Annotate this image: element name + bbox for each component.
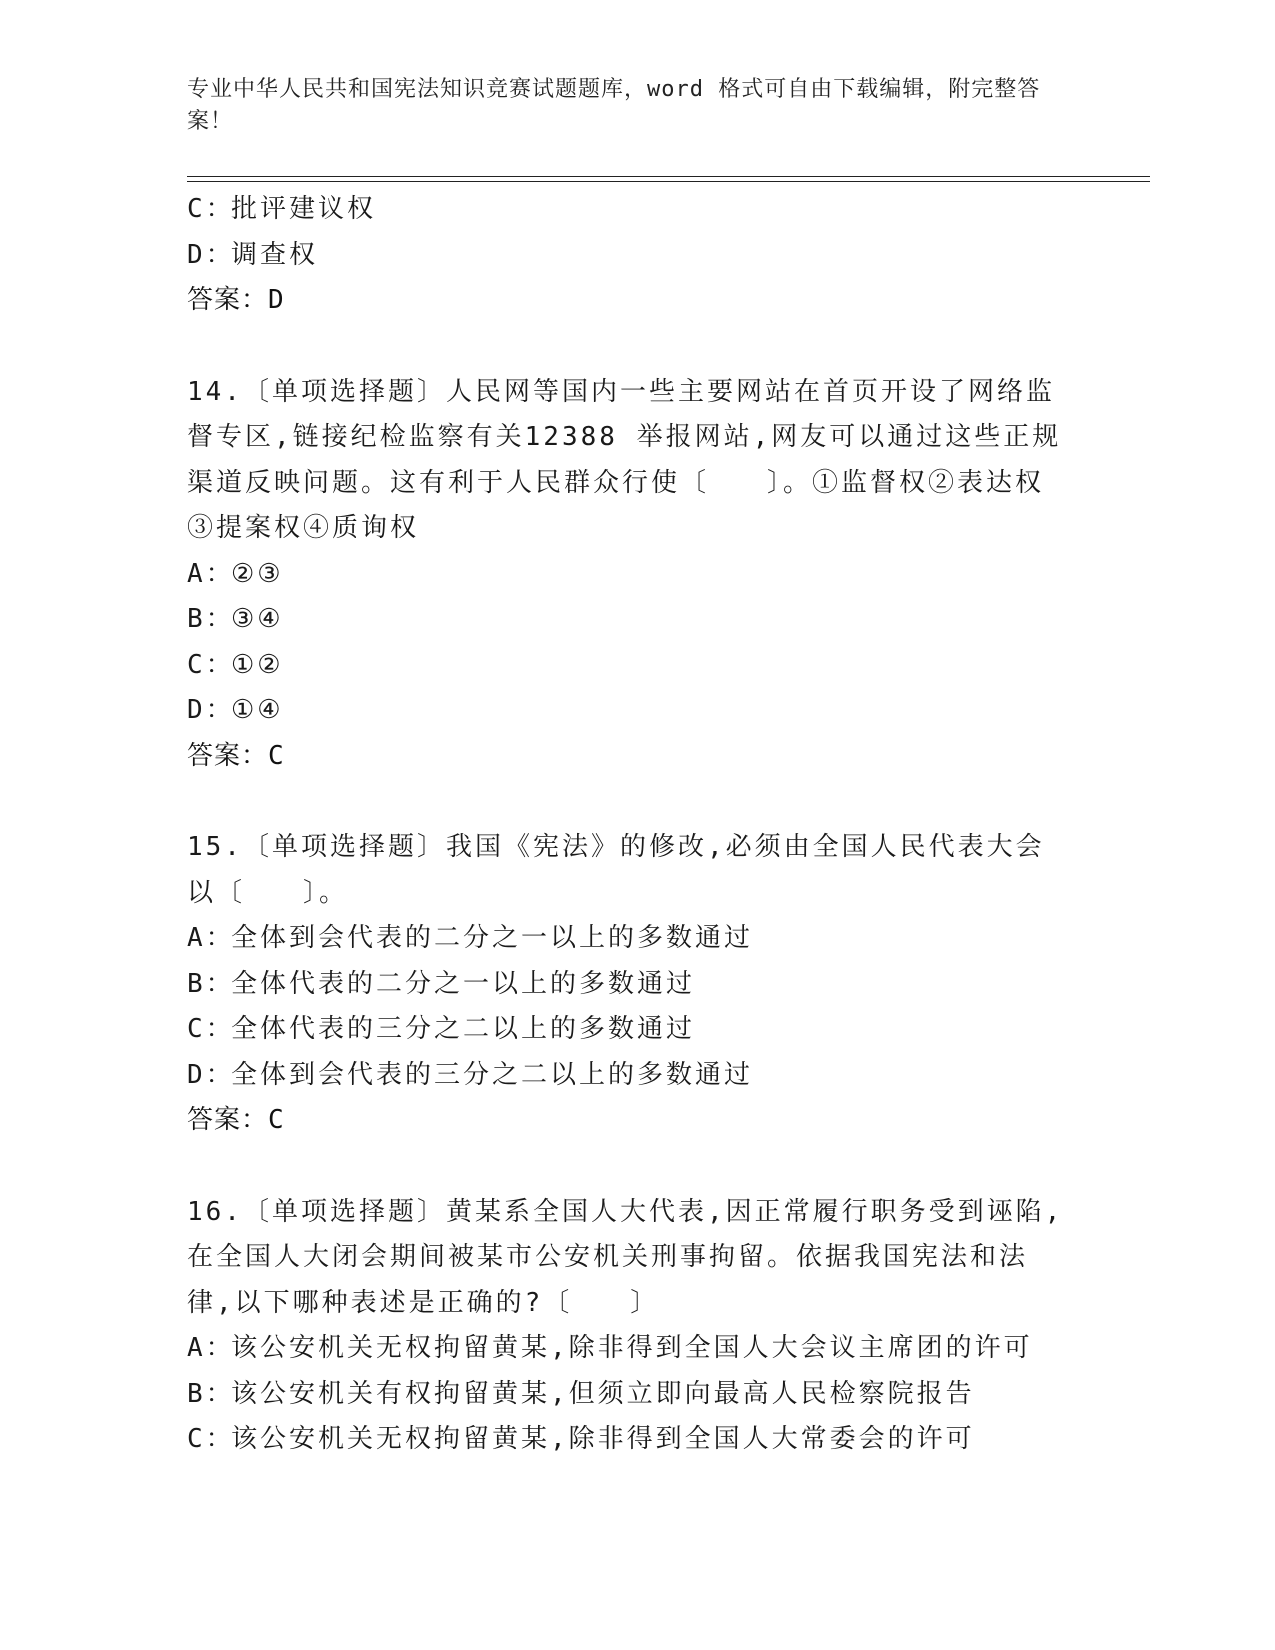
option-a	[187, 552, 1067, 598]
option-key: C：	[187, 649, 235, 680]
header-divider-bottom	[187, 181, 1150, 182]
question-stem: 14.〔单项选择题〕人民网等国内一些主要网站在首页开设了网络监督专区,链接纪检监察有关12388 举报网站,网友可以通过这些正规渠道反映问题。这有利于人民群众行使〔 〕。①监督权②表达权③提案权④质询权	[187, 376, 1062, 543]
option-text: 批评建议权	[231, 194, 377, 224]
question-16	[187, 1190, 1067, 1463]
option-text: ②③	[231, 558, 284, 589]
option-text: 全体到会代表的二分之一以上的多数通过	[231, 923, 754, 953]
option-text: 全体代表的三分之二以上的多数通过	[231, 1014, 696, 1044]
option-key: C：	[187, 1014, 235, 1044]
option-text: 全体到会代表的三分之二以上的多数通过	[231, 1059, 754, 1090]
question-stem: 15.〔单项选择题〕我国《宪法》的修改,必须由全国人民代表大会以〔 〕。	[187, 832, 1045, 908]
option-key: C：	[187, 1424, 235, 1454]
option-text: ③④	[231, 604, 284, 634]
option-key: A：	[187, 1333, 235, 1363]
spacer	[187, 324, 1067, 370]
question-13-continuation	[187, 187, 1067, 324]
option-key: B：	[187, 1378, 235, 1409]
option-key: B：	[187, 968, 235, 999]
option-key: D：	[187, 695, 235, 725]
option-text: 该公安机关无权拘留黄某,除非得到全国人大会议主席团的许可	[231, 1333, 1033, 1363]
option-c	[187, 1417, 1067, 1463]
header-divider-top	[187, 176, 1150, 177]
option-c	[187, 1007, 1067, 1053]
answer-line: 答案：C	[187, 740, 285, 771]
option-key: B：	[187, 604, 235, 634]
spacer	[187, 779, 1067, 825]
option-text: 该公安机关无权拘留黄某,除非得到全国人大常委会的许可	[231, 1424, 975, 1454]
option-b	[187, 1372, 1067, 1418]
option-text: 调查权	[231, 239, 319, 270]
question-15	[187, 825, 1067, 1144]
option-d	[187, 1053, 1067, 1099]
option-key: A：	[187, 923, 235, 953]
option-b	[187, 597, 1067, 643]
question-stem: 16.〔单项选择题〕黄某系全国人大代表,因正常履行职务受到诬陷,在全国人大闭会期间被某市公安机关刑事拘留。依据我国宪法和法律,以下哪种表述是正确的?〔 〕	[187, 1196, 1064, 1318]
question-14	[187, 370, 1067, 780]
document-body	[187, 187, 1067, 1463]
option-text: 该公安机关有权拘留黄某,但须立即向最高人民检察院报告	[231, 1378, 975, 1409]
page-header: 专业中华人民共和国宪法知识竞赛试题题库，word 格式可自由下载编辑，附完整答案！	[187, 77, 1041, 134]
option-c	[187, 187, 1067, 233]
option-c	[187, 643, 1067, 689]
option-key: D：	[187, 239, 235, 270]
spacer	[187, 1144, 1067, 1190]
option-key: D：	[187, 1059, 235, 1090]
answer-line: 答案：D	[187, 285, 285, 315]
option-key: C：	[187, 194, 235, 224]
option-d	[187, 233, 1067, 279]
option-text: ①②	[231, 649, 284, 680]
option-text: 全体代表的二分之一以上的多数通过	[231, 968, 696, 999]
option-text: ①④	[231, 695, 284, 725]
option-key: A：	[187, 558, 235, 589]
option-a	[187, 916, 1067, 962]
option-b	[187, 962, 1067, 1008]
option-d	[187, 688, 1067, 734]
answer-line: 答案：C	[187, 1105, 285, 1135]
option-a	[187, 1326, 1067, 1372]
